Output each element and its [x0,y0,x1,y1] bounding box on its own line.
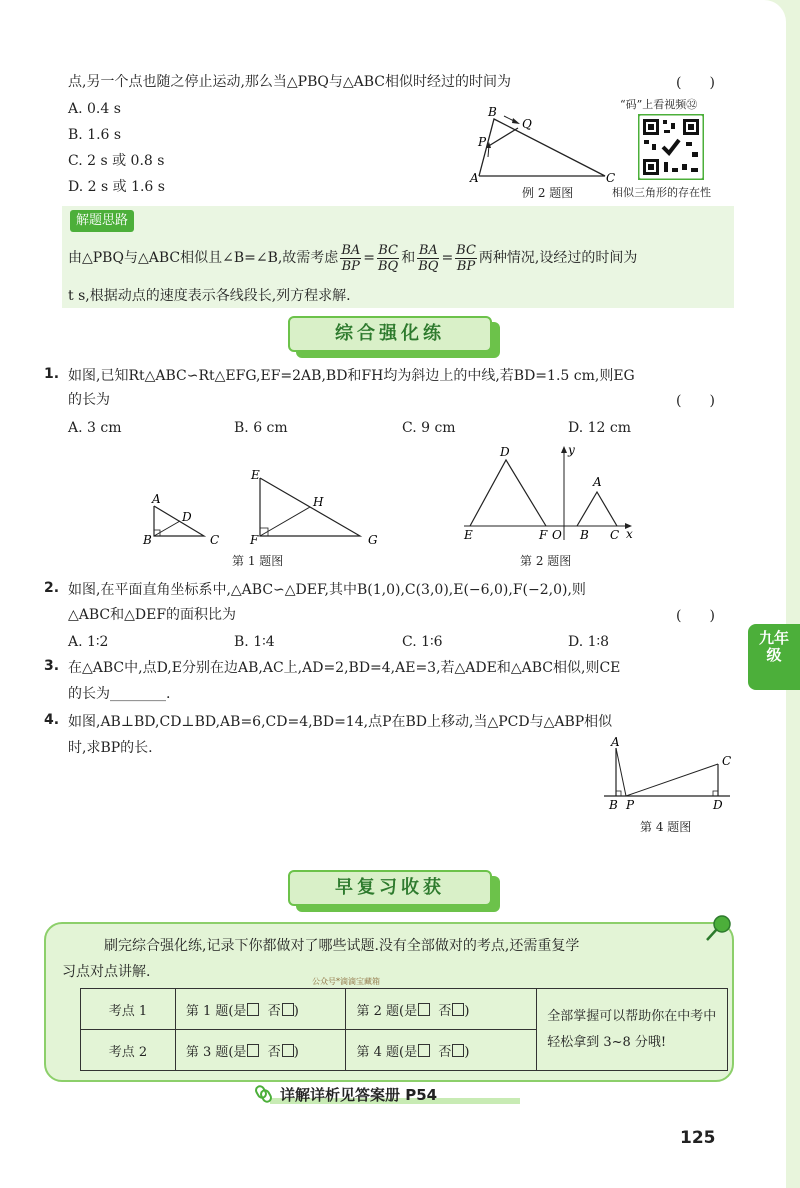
q2-label-d: D [500,445,510,459]
fraction-ba-bp: $\frac{BA}{BP}$ [341,242,361,274]
answer-paren: ( ) [676,75,715,91]
q1-paren: ( ) [676,393,715,409]
option-c: C. 2 s 或 0.8 s [68,153,165,169]
q1-number: 1. [44,366,60,382]
fraction-bc-bp: $\frac{BC}{BP}$ [456,242,476,274]
q4-label-p: P [626,798,635,812]
q4-number: 4. [44,712,60,728]
fig-label-c: C [606,171,616,185]
example2-caption: 例 2 题图 [522,186,574,200]
yes-checkbox-3[interactable] [247,1044,259,1057]
q1-label-e: E [251,468,260,482]
q2-text-2: △ABC和△DEF的面积比为 [68,607,237,623]
q2-option-a: A. 1∶2 [68,634,109,650]
point-2: 考点 2 [81,1030,176,1071]
no-checkbox-4[interactable] [452,1044,464,1057]
q2-label-b: B [580,528,589,542]
and-word: 和 [401,250,416,266]
answer-link[interactable]: 详解详析见答案册 P54 [280,1086,438,1104]
option-d: D. 2 s 或 1.6 s [68,179,165,195]
q1-figure [140,466,390,550]
qr-title: “码”上看视频㉜ [620,98,698,111]
grade-tab-line1: 九年 [758,629,789,647]
q2-label-f: F [539,528,548,542]
grade-tab [748,624,800,690]
q1-option-d: D. 12 cm [568,420,632,436]
review-title-box [288,870,492,906]
no-checkbox-1[interactable] [282,1003,294,1016]
q2-caption: 第 2 题图 [520,554,572,568]
option-a: A. 0.4 s [68,101,121,117]
fig-label-p: P [478,135,487,149]
q4-label-d: D [713,798,723,812]
option-b: B. 1.6 s [68,127,122,143]
fig-label-a: A [470,171,479,185]
q2-label-a: A [593,475,602,489]
q1-text-2: 的长为 [68,392,110,408]
qr-code-icon[interactable] [638,114,704,180]
q2-label-e: E [464,528,473,542]
review-intro-1: 刷完综合强化练,记录下你都做对了哪些试题.没有全部做对的考点,还需重复学 [104,938,580,954]
hint-suffix: 两种情况,设经过的时间为 [478,250,638,266]
fig-label-q: Q [522,117,532,131]
review-intro-2: 习点对点讲解. [62,964,151,980]
grade-tab-line2: 级 [766,646,782,664]
q4-figure [600,734,740,814]
q4-text-1: 如图,AB⊥BD,CD⊥BD,AB=6,CD=4,BD=14,点P在BD上移动,当△PCD与△ABP相似 [68,714,613,730]
q3-number: 3. [44,658,60,674]
q4-check-cell: 第 4 题(是 否 ) [346,1030,537,1071]
q3-check-cell: 第 3 题(是 否 ) [175,1030,346,1071]
q1-label-c: C [210,533,220,547]
q4-text-2: 时,求BP的长. [68,740,153,756]
no-checkbox-3[interactable] [282,1044,294,1057]
yes-checkbox-1[interactable] [247,1003,259,1016]
hint-line2: t s,根据动点的速度表示各线段长,列方程求解. [68,288,351,304]
point-1: 考点 1 [81,989,176,1030]
fraction-bc-bq: $\frac{BC}{BQ}$ [378,242,399,274]
q2-paren: ( ) [676,608,715,624]
q4-label-b: B [609,798,618,812]
section-title-box [288,316,492,352]
q4-label-a: A [611,735,620,749]
q1-label-g: G [368,533,378,547]
q2-text-1: 如图,在平面直角坐标系中,△ABC∽△DEF,其中B(1,0),C(3,0),E(−6,0),F(−2,0),则 [68,582,586,598]
q1-option-c: C. 9 cm [402,420,456,436]
q1-caption: 第 1 题图 [232,554,284,568]
q1-text-1: 如图,已知Rt△ABC∽Rt△EFG,EF=2AB,BD和FH均为斜边上的中线,若BD=1.5 cm,则EG [68,368,635,384]
q2-figure [460,440,640,544]
fraction-ba-bq: $\frac{BA}{BQ}$ [418,242,439,274]
review-title: 早复习收获 [288,870,492,906]
q1-label-d: D [182,510,192,524]
q4-caption: 第 4 题图 [640,820,692,834]
q1-label-f: F [250,533,259,547]
page-number: 125 [680,1128,716,1148]
link-icon [254,1084,274,1104]
review-note: 全部掌握可以帮助你在中考中轻松拿到 3~8 分哦! [537,989,728,1071]
q2-check-cell: 第 2 题(是 否 ) [346,989,537,1030]
hint-line1 [68,240,637,276]
hint-label: 解题思路 [70,210,134,232]
q2-label-o: O [552,528,562,542]
no-checkbox-2[interactable] [452,1003,464,1016]
q1-option-b: B. 6 cm [234,420,288,436]
review-table [80,988,728,1071]
q4-label-c: C [722,754,732,768]
q1-label-a: A [152,492,161,506]
section-title: 综合强化练 [288,316,492,352]
q2-number: 2. [44,580,60,596]
q2-label-c: C [610,528,620,542]
yes-checkbox-2[interactable] [418,1003,430,1016]
q1-check-cell: 第 1 题(是 否 ) [175,989,346,1030]
q1-option-a: A. 3 cm [68,420,122,436]
q1-label-h: H [313,495,324,509]
equals-sign: = [363,250,375,266]
q3-text-1: 在△ABC中,点D,E分别在边AB,AC上,AD=2,BD=4,AE=3,若△ADE和△ABC相似,则CE [68,660,621,676]
q2-label-y: y [568,443,575,457]
example2-figure [460,100,630,186]
equals-sign-2: = [441,250,454,266]
hint-prefix: 由△PBQ与△ABC相似且∠B=∠B,故需考虑 [68,250,339,266]
q2-label-x: x [626,527,633,541]
yes-checkbox-4[interactable] [418,1044,430,1057]
q2-option-d: D. 1∶8 [568,634,610,650]
q3-text-2: 的长为________. [68,686,171,702]
question-tail: 点,另一个点也随之停止运动,那么当△PBQ与△ABC相似时经过的时间为 [68,74,511,90]
fig-label-b: B [488,105,497,119]
q2-option-c: C. 1∶6 [402,634,443,650]
q2-option-b: B. 1∶4 [234,634,275,650]
review-row-1 [81,989,728,1030]
watermark-text: 公众号*滴滴宝藏箱 [312,977,380,986]
pin-icon [702,912,736,946]
qr-caption: 相似三角形的存在性 [612,186,711,199]
q1-label-b: B [143,533,152,547]
